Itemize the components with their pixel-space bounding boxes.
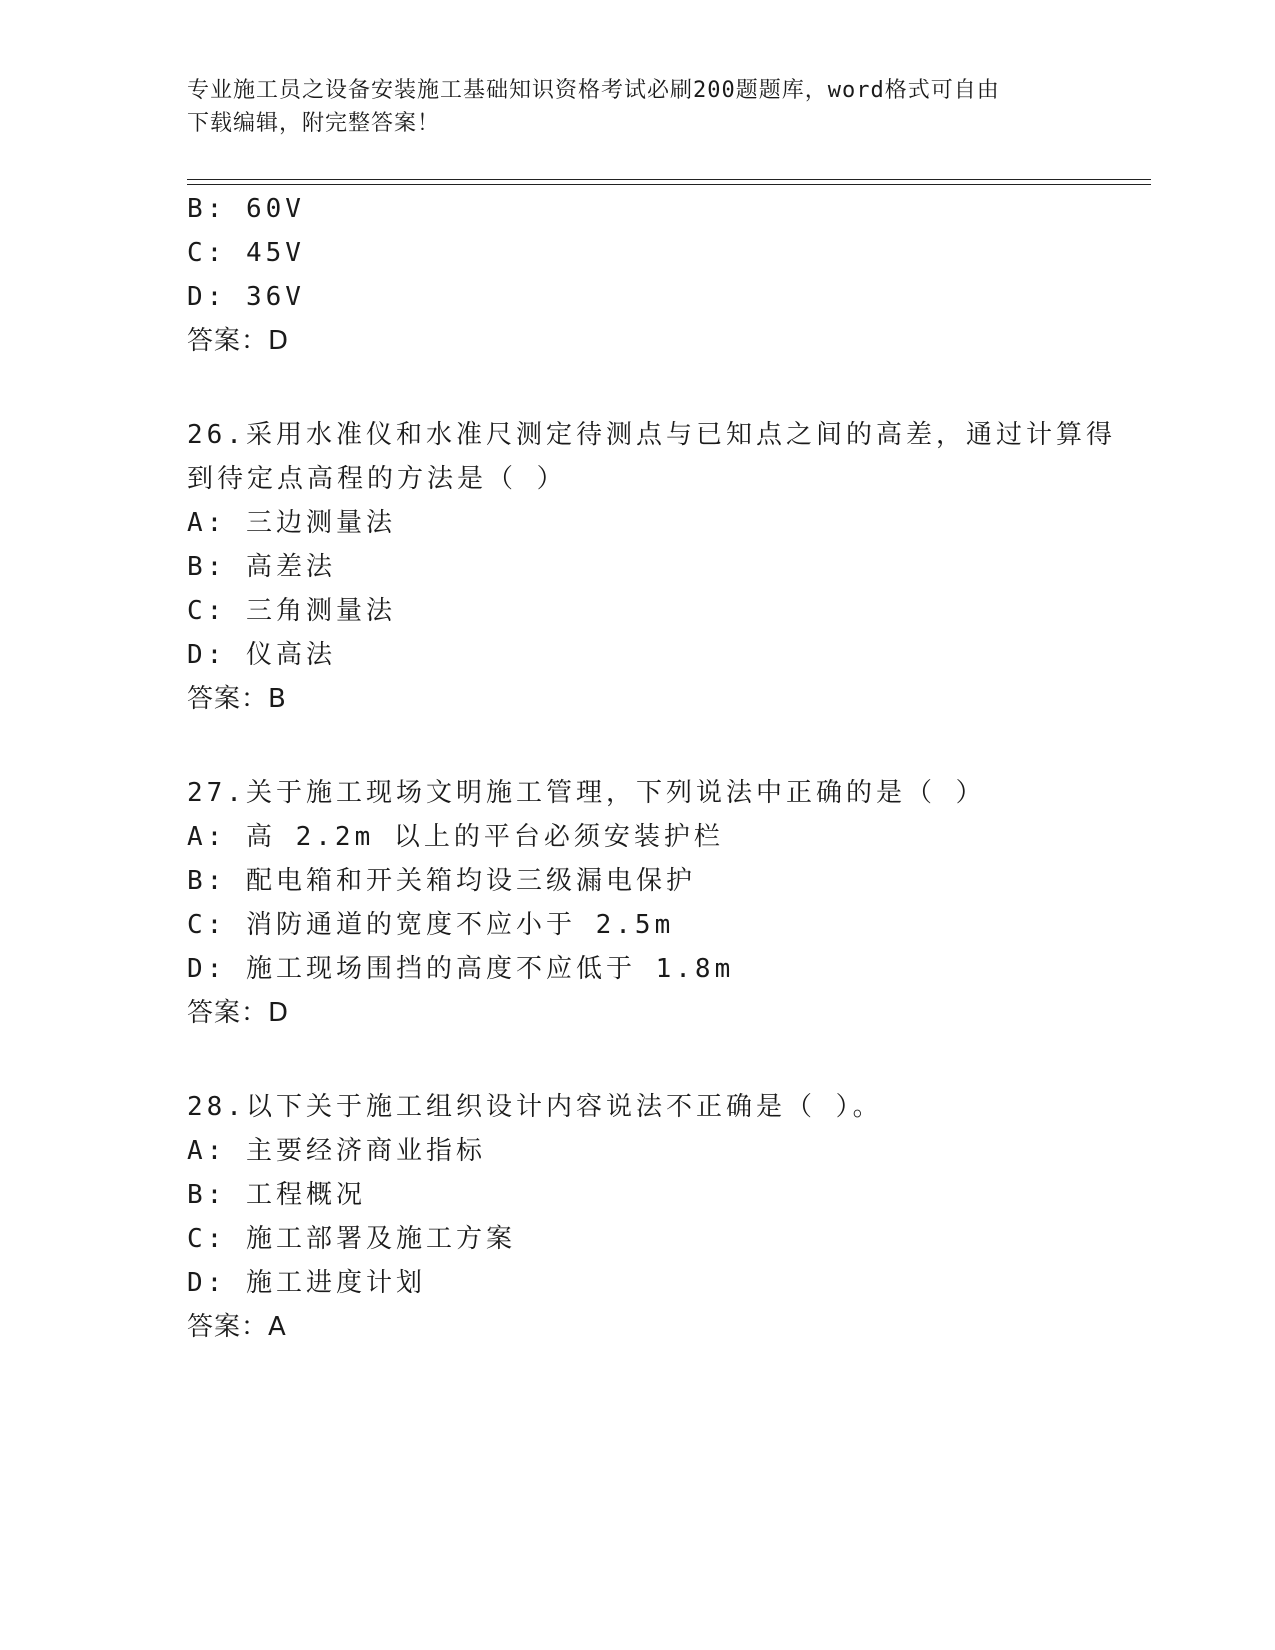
- q28-option-a: A: 主要经济商业指标: [187, 1136, 486, 1166]
- header-divider-top: [187, 179, 1151, 180]
- q26-option-a: A: 三边测量法: [187, 508, 396, 538]
- q26-stem-line-2: 到待定点高程的方法是（ ）: [187, 464, 567, 494]
- q26-stem-line-1: 26.采用水准仪和水准尺测定待测点与已知点之间的高差，通过计算得: [187, 420, 1116, 450]
- q27-answer: 答案：D: [187, 998, 290, 1028]
- q27-option-a: A: 高 2.2m 以上的平台必须安装护栏: [187, 822, 724, 852]
- header-line-2: 下载编辑，附完整答案！: [187, 111, 441, 136]
- q25-option-b: B: 60V: [187, 194, 305, 224]
- q25-option-c: C: 45V: [187, 238, 305, 268]
- header-divider-bottom: [187, 184, 1151, 185]
- document-header: [187, 74, 1067, 140]
- q28-stem-line-1: 28.以下关于施工组织设计内容说法不正确是（ ）。: [187, 1092, 883, 1122]
- q26-option-c: C: 三角测量法: [187, 596, 396, 626]
- q28-option-c: C: 施工部署及施工方案: [187, 1224, 516, 1254]
- q28-option-d: D: 施工进度计划: [187, 1268, 426, 1298]
- q27-option-b: B: 配电箱和开关箱均设三级漏电保护: [187, 866, 696, 896]
- q28-option-b: B: 工程概况: [187, 1180, 366, 1210]
- q26-option-b: B: 高差法: [187, 552, 336, 582]
- q25-option-d: D: 36V: [187, 282, 305, 312]
- q28-answer: 答案：A: [187, 1312, 287, 1342]
- q25-answer: 答案：D: [187, 326, 290, 356]
- q26-option-d: D: 仪高法: [187, 640, 336, 670]
- q27-option-c: C: 消防通道的宽度不应小于 2.5m: [187, 910, 675, 940]
- q27-stem-line-1: 27.关于施工现场文明施工管理，下列说法中正确的是（ ）: [187, 778, 986, 808]
- q27-option-d: D: 施工现场围挡的高度不应低于 1.8m: [187, 954, 735, 984]
- q26-answer: 答案：B: [187, 684, 287, 714]
- header-line-1: 专业施工员之设备安装施工基础知识资格考试必刷200题题库，word格式可自由: [187, 78, 1000, 103]
